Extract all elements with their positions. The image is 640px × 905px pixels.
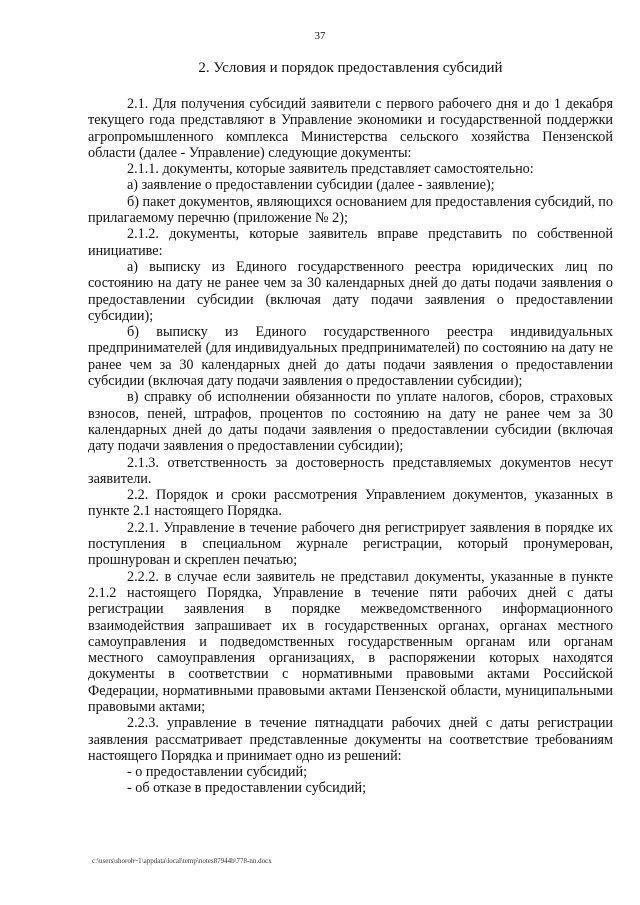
paragraph-2-2: 2.2. Порядок и сроки рассмотрения Управлением документов, указанных в пункте 2.1 настоящего Порядка. — [88, 487, 613, 520]
footer-file-path: c:\users\shoroh~1\appdata\local\temp\notes87944b\778-nn.docx — [92, 857, 272, 865]
paragraph-2-1-2-b: б) выписку из Единого государственного реестра индивидуальных предпринимателей (для индивидуальных предпринимателей) по состоянию на дату не ранее чем за 30 календарных дней до даты подачи заявления о предоставлении субсидии (включая дату подачи заявления о предоставлении субсидии); — [88, 324, 613, 390]
paragraph-2-1-2-v: в) справку об исполнении обязанности по уплате налогов, сборов, страховых взносов, пеней, штрафов, процентов по состоянию на дату не ранее чем за 30 календарных дней до даты подачи заявления о предоставлении субсидии (включая дату подачи заявления о предоставлении субсидии); — [88, 389, 613, 455]
section-title: 2. Условия и порядок предоставления субсидий — [198, 60, 503, 76]
page-number: 37 — [314, 30, 326, 42]
paragraph-2-1-1-b: б) пакет документов, являющихся основанием для предоставления субсидий, по прилагаемому перечню (приложение № 2); — [88, 193, 613, 227]
paragraph-2-1-1: 2.1.1. документы, которые заявитель представляет самостоятельно: — [127, 161, 534, 178]
list-item-grant: - о предоставлении субсидий; — [127, 764, 308, 781]
paragraph-2-1-2-a: а) выписку из Единого государственного реестра юридических лиц по состоянию на дату не ранее чем за 30 календарных дней до даты подачи заявления о предоставлении субсидии (включая дату подачи заявления о предоставлении субсидии); — [88, 258, 613, 324]
paragraph-2-1-1-a: а) заявление о предоставлении субсидии (далее - заявление); — [127, 177, 495, 194]
list-item-refusal: - об отказе в предоставлении субсидий; — [127, 780, 367, 797]
paragraph-2-2-3: 2.2.3. управление в течение пятнадцати рабочих дней с даты регистрации заявления рассматривает представленные документы на соответствие требованиям настоящего Порядка и принимает одно из решений: — [88, 715, 613, 764]
paragraph-2-1-3: 2.1.3. ответственность за достоверность представляемых документов несут заявители. — [88, 454, 613, 487]
paragraph-2-2-1: 2.2.1. Управление в течение рабочего дня регистрирует заявления в порядке их поступления в специальном журнале регистрации, который пронумерован, прошнурован и скреплен печатью; — [88, 519, 613, 569]
document-body — [88, 96, 613, 797]
paragraph-2-1: 2.1. Для получения субсидий заявители с первого рабочего дня и до 1 декабря текущего года представляют в Управление экономики и государственной поддержки агропромышленного комплекса Министерства сельского хозяйства Пензенской области (далее - Управление) следующие документы: — [88, 96, 613, 161]
paragraph-2-1-2: 2.1.2. документы, которые заявитель вправе представить по собственной инициативе: — [88, 226, 613, 259]
paragraph-2-2-2: 2.2.2. в случае если заявитель не представил документы, указанные в пункте 2.1.2 настоящего Порядка, Управление в течение пяти рабочих дней с даты регистрации заявления в порядке межведомственного информационного взаимодействия запрашивает их в государственных органах, органах местного самоуправления и подведомственных государственным органам или органам местного самоуправления организациях, в распоряжении которых находятся документы в соответствии с нормативными правовыми актами Российской Федерации, нормативными правовыми актами Пензенской области, муниципальными правовыми актами; — [88, 568, 613, 715]
